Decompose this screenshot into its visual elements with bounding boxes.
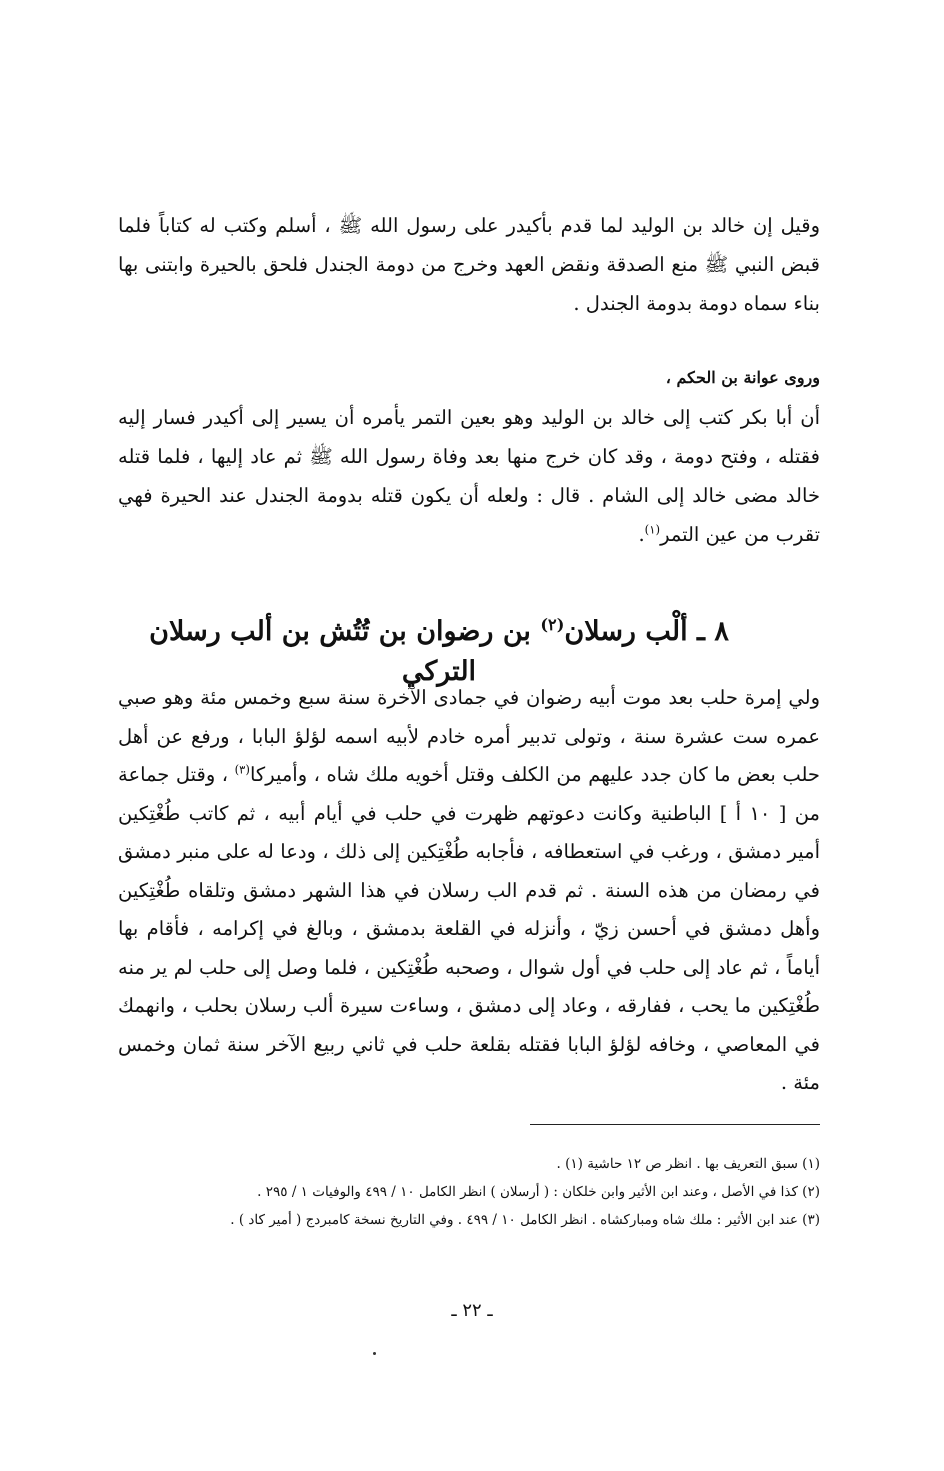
paragraph-abu-bakr-letter <box>118 398 820 554</box>
footnote-3: (٣) عند ابن الأثير : ملك شاه ومباركشاه . انظر الكامل ١٠ / ٤٩٩ . وفي التاريخ نسخة كامبردج ( أمير كاد ) . <box>230 1212 820 1228</box>
scan-speck <box>373 1352 376 1355</box>
heading-name: ٨ ـ ألْب رسلان <box>564 616 729 647</box>
paragraph-abu-bakr-text: أن أبا بكر كتب إلى خالد بن الوليد وهو بعين التمر يأمره أن يسير إلى أكيدر فسار إليه فقتله ، وفتح دومة ، وقد كان خرج منها بعد وفاة رسول الله ﷺ ثم عاد إليها ، فلما قتله خالد مضى خالد إلى الشام . قال : ولعله أن يكون قتله بدومة الجندل عند الحيرة فهي تقرب من عين التمر <box>118 406 820 546</box>
heading-lineage: بن رضوان بن تُتُش بن ألب رسلان التركي <box>149 616 541 687</box>
biography-text-a: ولي إمرة حلب بعد موت أبيه رضوان في جمادى الآخرة سنة سبع وخمس مئة وهو صبي عمره ست عشرة سنة ، وتولى تدبير أمره خادم لأبيه اسمه لؤلؤ البابا ، ورفع عن أهل حلب بعض ما كان جدد عليهم من الكلف وقتل أخويه ملك شاه ، وأميركا <box>118 686 820 786</box>
period: . <box>638 523 645 546</box>
paragraph-alp-arslan-biography <box>118 679 820 1103</box>
footnote-ref-2: (٢) <box>540 615 565 634</box>
footnote-2: (٢) كذا في الأصل ، وعند ابن الأثير وابن خلكان : ( أرسلان ) انظر الكامل ١٠ / ٤٩٩ والوفيات ١ / ٢٩٥ . <box>257 1184 820 1200</box>
footnotes <box>118 1150 820 1234</box>
narrator-line: وروى عوانة بن الحكم ، <box>665 368 820 387</box>
footnote-ref-3: (٣) <box>234 762 250 777</box>
paragraph-khalid-ukaydir: وقيل إن خالد بن الوليد لما قدم بأكيدر على رسول الله ﷺ ، أسلم وكتب له كتاباً فلما قبض النبي ﷺ منع الصدقة ونقض العهد وخرج من دومة الجندل فلحق بالحيرة وابتنى بها بناء سماه دومة بدومة الجندل . <box>118 214 820 315</box>
footnote-1: (١) سبق التعريف بها . انظر ص ١٢ حاشية (١) . <box>556 1156 820 1172</box>
footnote-ref-1: (١) <box>644 522 661 537</box>
footnote-divider <box>530 1124 820 1125</box>
biography-text-b: ، وقتل جماعة من [ ١٠ أ ] الباطنية وكانت دعوتهم ظهرت في حلب في أيام أبيه ، ثم كاتب طُغْتِكين أمير دمشق ، ورغب في استعطافه ، فأجابه طُغْتِكين إلى ذلك ، ودعا له على منبر دمشق في رمضان من هذه السنة . ثم قدم الب رسلان في هذا الشهر دمشق وتلقاه طُغْتِكين وأهل دمشق في أحسن زيّ ، وأنزله في القلعة بدمشق ، وبالغ في إكرامه ، فأقام بها أياماً ، ثم عاد إلى حلب في أول شوال ، وصحبه طُغْتِكين ، فلما وصل إلى حلب لم ير منه طُغْتِكين ما يحب ، ففارقه ، وعاد إلى دمشق ، وساءت سيرة ألب رسلان بحلب ، وانهمك في المعاصي ، وخافه لؤلؤ البابا فقتله بقلعة حلب في ثاني ربيع الآخر سنة ثمان وخمس مئة . <box>118 763 820 1094</box>
page-number: ـ ٢٢ ـ <box>451 1300 493 1321</box>
